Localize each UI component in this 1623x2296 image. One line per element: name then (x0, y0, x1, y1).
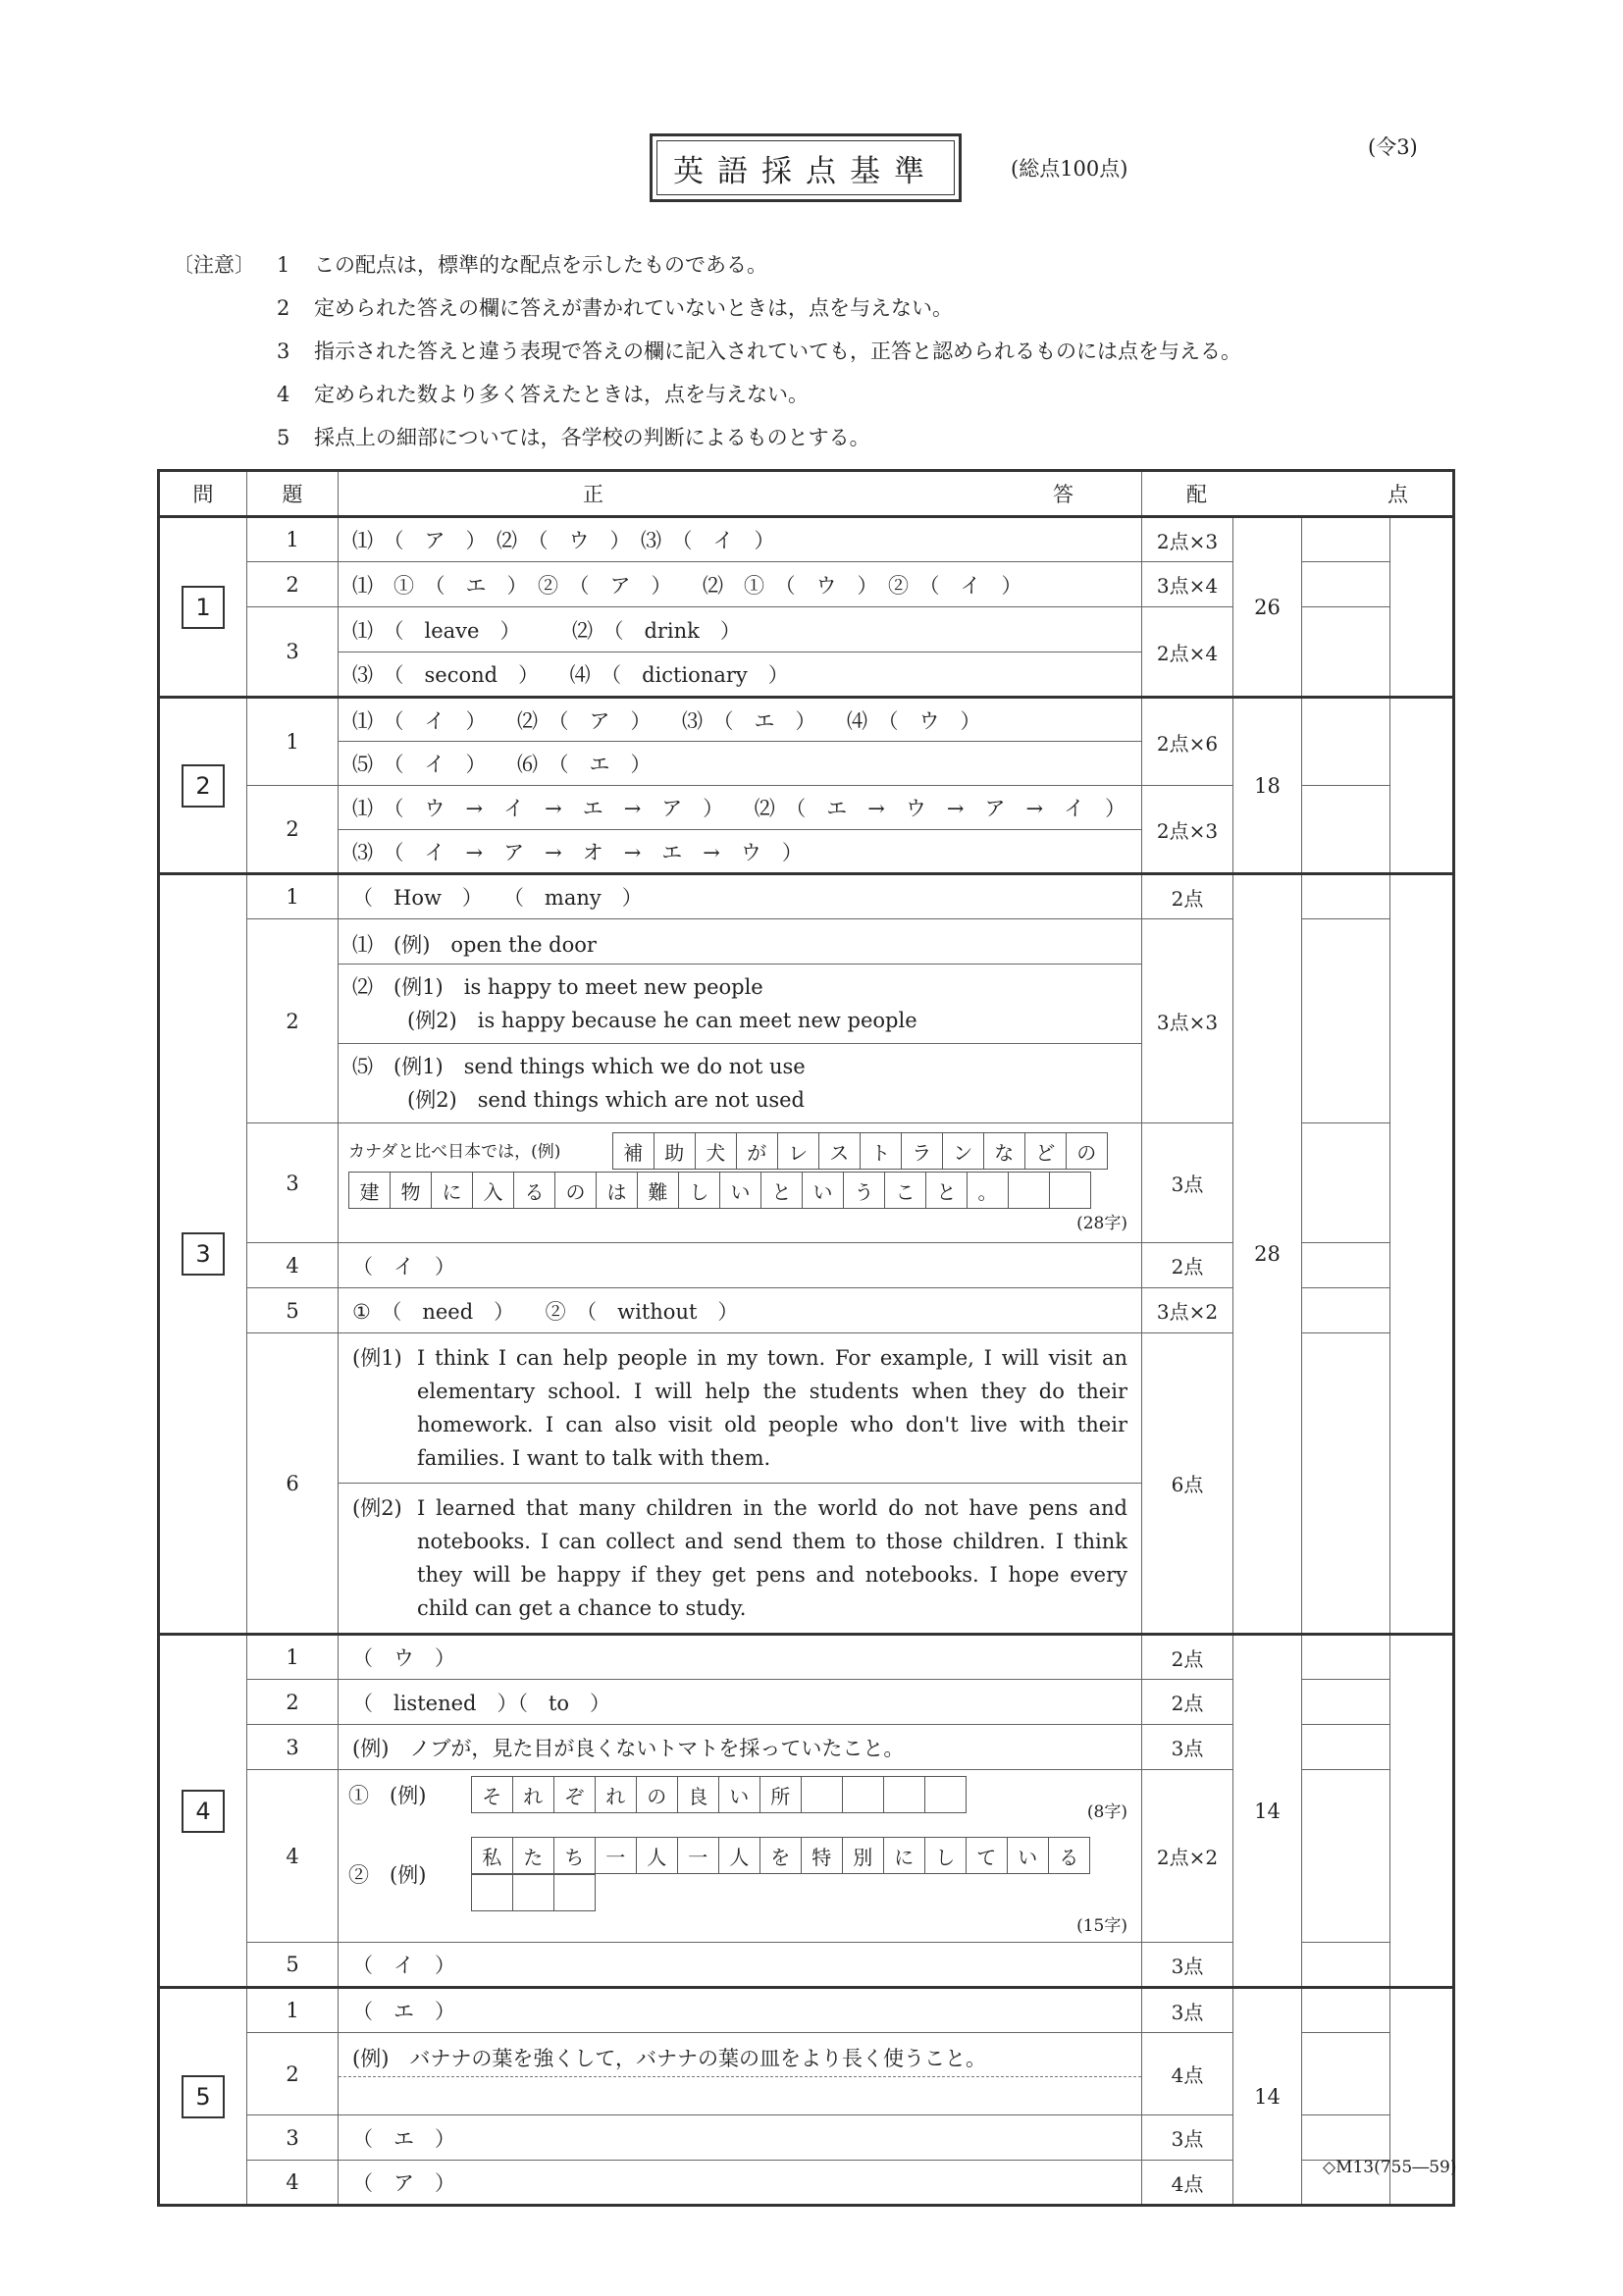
score-blank (1302, 1333, 1390, 1635)
section-total: 14 (1233, 1988, 1302, 2206)
grid-cell: 私 (471, 1838, 512, 1874)
score-blank (1302, 1123, 1390, 1243)
section-number: 2 (159, 698, 247, 874)
points-cell: 2点 (1142, 874, 1233, 919)
grid-cell: い (803, 1173, 844, 1209)
grid-cell: 特 (801, 1838, 842, 1874)
grid-cell: そ (471, 1777, 512, 1813)
grid-cell: し (924, 1838, 966, 1874)
example-answer: (例1) I think I can help people in my town. For example, I will visit an elementary school. I will help the students when they do their homework. I can also visit old people who don't live with their families. I want to talk with them. (352, 1346, 1127, 1470)
total-points-note: (総点100点) (1011, 157, 1128, 181)
question-number: 1 (247, 698, 339, 786)
year-tag: (令3) (1368, 135, 1418, 159)
points-cell: 4点 (1142, 2033, 1233, 2115)
grid-cell: が (736, 1133, 777, 1170)
points-cell: 3点 (1142, 1943, 1233, 1988)
grid-cell: う (844, 1173, 885, 1209)
points-cell: 2点×3 (1142, 786, 1233, 874)
grid-cell (1050, 1173, 1091, 1209)
notice-item: 1 この配点は，標準的な配点を示したものである。 (277, 253, 767, 277)
grid-cell: 入 (473, 1173, 514, 1209)
points-cell: 2点×3 (1142, 517, 1233, 562)
score-total-blank (1390, 874, 1454, 1635)
answer-prefix: カナダと比べ日本では，(例) (348, 1141, 561, 1162)
points-cell: 3点 (1142, 1988, 1233, 2033)
score-blank (1302, 2033, 1390, 2115)
score-blank (1302, 607, 1390, 698)
score-blank (1302, 1288, 1390, 1333)
score-blank (1302, 1988, 1390, 2033)
grid-cell: ち (553, 1838, 595, 1874)
points-cell: 3点 (1142, 2115, 1233, 2161)
answer-grid (471, 1837, 1090, 1874)
grid-cell: ト (860, 1133, 901, 1170)
question-number: 2 (247, 2033, 339, 2115)
points-cell: 2点×4 (1142, 607, 1233, 698)
points-cell: 2点 (1142, 1680, 1233, 1725)
score-blank (1302, 698, 1390, 786)
points-cell: 2点 (1142, 1243, 1233, 1288)
grid-cell: る (514, 1173, 555, 1209)
answer-cell: ⑴ （ ウ → イ → エ → ア ） ⑵ （ エ → ウ → ア → イ ） (339, 786, 1142, 830)
grid-cell: の (555, 1173, 597, 1209)
char-count: (15字) (1076, 1916, 1127, 1936)
points-cell: 2点×6 (1142, 698, 1233, 786)
grid-cell: は (597, 1173, 638, 1209)
grid-cell: と (761, 1173, 803, 1209)
grid-cell: の (1066, 1133, 1107, 1170)
score-blank (1302, 1725, 1390, 1770)
notice-item: 5 採点上の細部については，各学校の判断によるものとする。 (277, 426, 870, 449)
grid-cell: 所 (759, 1777, 801, 1813)
grid-cell: に (432, 1173, 473, 1209)
header-question: 題 (247, 471, 339, 517)
section-total: 18 (1233, 698, 1302, 874)
answer-cell: (例) ノブが，見た目が良くないトマトを採っていたこと。 (339, 1725, 1142, 1770)
grid-cell: 建 (349, 1173, 391, 1209)
grid-cell: に (883, 1838, 924, 1874)
question-number: 4 (247, 1243, 339, 1288)
score-blank (1302, 919, 1390, 1123)
score-blank (1302, 874, 1390, 919)
grid-cell: と (926, 1173, 968, 1209)
points-cell: 2点×2 (1142, 1770, 1233, 1943)
answer-cell: （ イ ） (339, 1243, 1142, 1288)
grid-cell: て (966, 1838, 1007, 1874)
grid-cell: い (718, 1777, 759, 1813)
answer-grid (612, 1132, 1108, 1170)
answer-cell: ⑶ （ second ） ⑷ （ dictionary ） (339, 652, 1142, 698)
points-cell: 3点×2 (1142, 1288, 1233, 1333)
question-number: 3 (247, 1123, 339, 1243)
score-blank (1302, 2115, 1390, 2161)
points-cell: 4点 (1142, 2161, 1233, 2206)
grid-cell: 犬 (695, 1133, 736, 1170)
answer-grid (471, 1874, 596, 1911)
grid-cell: の (636, 1777, 677, 1813)
score-blank (1302, 517, 1390, 562)
header-points: 配 点 (1142, 471, 1454, 517)
answer-cell: （ How ） （ many ） (339, 874, 1142, 919)
answer-cell: ① (例) そ れ ぞ れ の 良 い 所 (8字) ② (例) 私 た ち 一 人 一 人 を 特 別 に し て い る (15字) (339, 1770, 1142, 1943)
grid-cell: れ (595, 1777, 636, 1813)
header-answer: 正 答 (339, 471, 1142, 517)
question-number: 3 (247, 2115, 339, 2161)
answer-cell: ⑶ （ イ → ア → オ → エ → ウ ） (339, 830, 1142, 874)
grid-cell (801, 1777, 842, 1813)
grid-cell (924, 1777, 966, 1813)
question-number: 5 (247, 1943, 339, 1988)
section-number: 1 (159, 517, 247, 698)
grid-cell: た (512, 1838, 553, 1874)
grid-cell: れ (512, 1777, 553, 1813)
grid-cell: 難 (638, 1173, 679, 1209)
answer-cell (339, 2033, 1142, 2115)
answer-cell: ⑴ ① （ エ ） ② （ ア ） ⑵ ① （ ウ ） ② （ イ ） (339, 562, 1142, 607)
grid-cell: 人 (718, 1838, 759, 1874)
grid-cell: ス (818, 1133, 860, 1170)
grid-cell (471, 1875, 512, 1911)
answer-cell: （ ウ ） (339, 1635, 1142, 1680)
section-total: 26 (1233, 517, 1302, 698)
question-number: 5 (247, 1288, 339, 1333)
grid-cell: な (983, 1133, 1024, 1170)
question-number: 4 (247, 2161, 339, 2206)
grid-cell: 良 (677, 1777, 718, 1813)
grid-cell (883, 1777, 924, 1813)
answer-line: ⑴ (例) open the door (352, 933, 597, 957)
grid-cell: 助 (654, 1133, 695, 1170)
notice-item: 4 定められた数より多く答えたときは，点を与えない。 (277, 383, 809, 406)
points-cell: 3点×3 (1142, 919, 1233, 1123)
grid-cell (842, 1777, 883, 1813)
answer-cell: （ listened ）（ to ） (339, 1680, 1142, 1725)
notice-item: 3 指示された答えと違う表現で答えの欄に記入されていても，正答と認められるものには点を与える。 (277, 339, 1241, 363)
section-total: 14 (1233, 1635, 1302, 1988)
page-title: 英語採点基準 (650, 133, 962, 202)
points-cell: 3点 (1142, 1123, 1233, 1243)
grid-cell: 一 (677, 1838, 718, 1874)
grid-cell: こ (885, 1173, 926, 1209)
grid-cell: ン (942, 1133, 983, 1170)
scoring-table (157, 469, 1455, 2207)
grid-cell: ラ (901, 1133, 942, 1170)
grid-cell: 別 (842, 1838, 883, 1874)
grid-cell: し (679, 1173, 720, 1209)
points-cell: 6点 (1142, 1333, 1233, 1635)
answer-cell: （ エ ） (339, 1988, 1142, 2033)
answer-cell: （ ア ） (339, 2161, 1142, 2206)
answer-cell: ⑴ （ ア ） ⑵ （ ウ ） ⑶ （ イ ） (339, 517, 1142, 562)
char-count: (8字) (1086, 1802, 1127, 1822)
question-number: 1 (247, 517, 339, 562)
score-total-blank (1390, 1635, 1454, 1988)
answer-blank-line (339, 2076, 1141, 2111)
grid-cell: い (1007, 1838, 1048, 1874)
answer-line: ⑸ (例1) send things which we do not use (例2) send things which are not used (339, 1043, 1141, 1122)
answer-cell: ⑸ （ イ ） ⑹ （ エ ） (339, 742, 1142, 786)
grid-cell: る (1048, 1838, 1089, 1874)
footer-code: ◇M13(755―59) (1323, 2158, 1457, 2177)
header-question: 問 (159, 471, 247, 517)
question-number: 6 (247, 1333, 339, 1635)
grid-cell: 物 (391, 1173, 432, 1209)
answer-cell: ⑴ （ イ ） ⑵ （ ア ） ⑶ （ エ ） ⑷ （ ウ ） (339, 698, 1142, 742)
grid-cell: い (720, 1173, 761, 1209)
grid-cell: ど (1024, 1133, 1066, 1170)
answer-grid (471, 1776, 967, 1813)
score-blank (1302, 1770, 1390, 1943)
score-blank (1302, 1243, 1390, 1288)
section-number: 4 (159, 1635, 247, 1988)
section-number: 5 (159, 1988, 247, 2206)
answer-cell: （ イ ） (339, 1943, 1142, 1988)
score-blank (1302, 562, 1390, 607)
answer-cell: （ エ ） (339, 2115, 1142, 2161)
grid-cell: 人 (636, 1838, 677, 1874)
question-number: 2 (247, 919, 339, 1123)
answer-cell: ⑴ （ leave ） ⑵ （ drink ） (339, 607, 1142, 652)
question-number: 2 (247, 1680, 339, 1725)
answer-cell (339, 1123, 1142, 1243)
notice-heading: 〔注意〕 (173, 253, 255, 277)
question-number: 3 (247, 1725, 339, 1770)
grid-cell (553, 1875, 595, 1911)
grid-cell: レ (777, 1133, 818, 1170)
question-number: 3 (247, 607, 339, 698)
score-blank (1302, 1943, 1390, 1988)
grid-cell (1009, 1173, 1050, 1209)
score-blank (1302, 1635, 1390, 1680)
grid-cell: 。 (968, 1173, 1009, 1209)
section-number: 3 (159, 874, 247, 1635)
example-answer: (例2) I learned that many children in the world do not have pens and notebooks. I can collect and send them to those children. I think they will be happy if they get pens and notebooks. I hope every child can get a chance to study. (339, 1483, 1141, 1633)
question-number: 1 (247, 874, 339, 919)
score-total-blank (1390, 517, 1454, 698)
char-count: (28字) (1076, 1214, 1127, 1233)
question-number: 2 (247, 786, 339, 874)
points-cell: 2点 (1142, 1635, 1233, 1680)
section-total: 28 (1233, 874, 1302, 1635)
question-number: 1 (247, 1635, 339, 1680)
answer-grid (348, 1172, 1091, 1209)
question-number: 1 (247, 1988, 339, 2033)
answer-cell (339, 919, 1142, 1123)
answer-line: ⑵ (例1) is happy to meet new people (例2) is happy because he can meet new people (339, 964, 1141, 1043)
answer-cell (339, 1333, 1142, 1635)
points-cell: 3点×4 (1142, 562, 1233, 607)
score-blank (1302, 1680, 1390, 1725)
grid-cell: ぞ (553, 1777, 595, 1813)
notice-item: 2 定められた答えの欄に答えが書かれていないときは，点を与えない。 (277, 296, 953, 320)
answer-line: (例) バナナの葉を強くして，バナナの葉の皿をより長く使うこと。 (352, 2047, 986, 2070)
grid-cell: 補 (612, 1133, 654, 1170)
question-number: 4 (247, 1770, 339, 1943)
grid-cell: を (759, 1838, 801, 1874)
answer-cell: ① （ need ） ② （ without ） (339, 1288, 1142, 1333)
question-number: 2 (247, 562, 339, 607)
grid-cell: 一 (595, 1838, 636, 1874)
grid-cell (512, 1875, 553, 1911)
points-cell: 3点 (1142, 1725, 1233, 1770)
score-blank (1302, 786, 1390, 874)
score-total-blank (1390, 698, 1454, 874)
